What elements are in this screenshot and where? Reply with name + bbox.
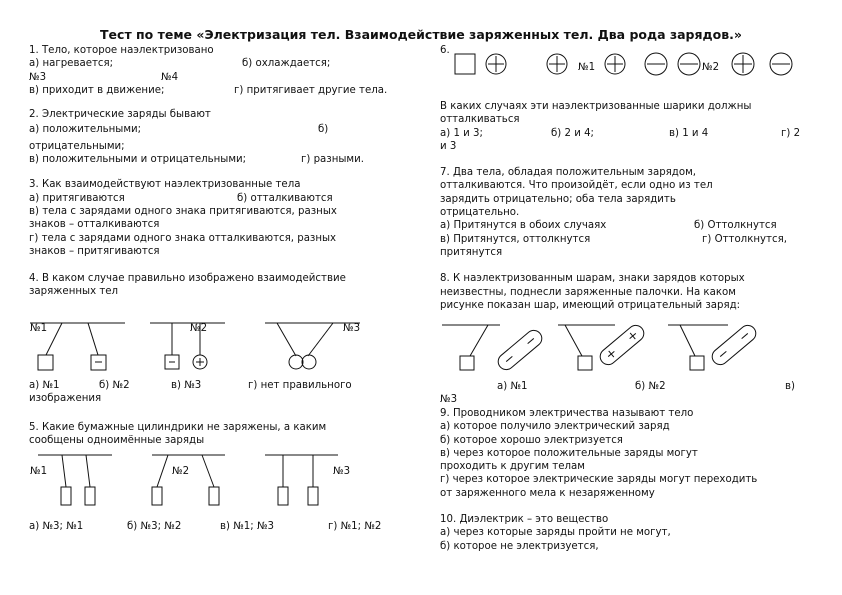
q3-option-a: а) притягиваются — [29, 192, 125, 204]
q4-label-1: №1 — [30, 323, 48, 334]
minus-sign — [506, 356, 512, 361]
q6-option-d: г) 2 — [781, 127, 801, 139]
q8-thread — [680, 325, 695, 356]
q6-option-a: а) 1 и 3; — [440, 127, 483, 139]
q4-option-b: б) №2 — [99, 380, 130, 391]
q1-number-4: №4 — [161, 71, 179, 83]
q8-option-c-cont: №3 — [440, 394, 458, 406]
q1-option-d: г) притягивает другие тела. — [234, 84, 388, 96]
q5-option-b: б) №3; №2 — [127, 521, 182, 532]
q7-option-d-cont: притянутся — [440, 246, 503, 258]
q1-question: 1. Тело, которое наэлектризовано — [29, 45, 214, 56]
q6-label-1: №1 — [578, 62, 596, 73]
q3-question: 3. Как взаимодействуют наэлектризованные тела — [29, 179, 301, 191]
q3-option-c-cont: знаков – отталкиваются — [29, 219, 160, 231]
minus-sign — [720, 351, 726, 356]
q8-option-b: б) №2 — [635, 381, 666, 392]
q9-option-c: в) через которое положительные заряды могут — [440, 447, 698, 459]
q5-label-3: №3 — [333, 466, 351, 477]
q7-option-d: г) Оттолкнутся, — [702, 233, 787, 245]
q4-label-3: №3 — [343, 323, 361, 334]
q3-option-b: б) отталкиваются — [237, 192, 333, 204]
q8-options-row — [440, 380, 815, 407]
q4-question-cont: заряженных тел — [29, 286, 119, 298]
q1-number-3: №3 — [29, 71, 47, 83]
q10-option-a: а) через которые заряды пройти не могут, — [440, 527, 671, 539]
q9-option-c-cont: проходить к другим телам — [440, 461, 585, 473]
q3-option-d-cont: знаков – притягиваются — [29, 245, 160, 257]
q4-option-a: а) №1 — [29, 380, 60, 391]
q7-question-line-4: отрицательно. — [440, 207, 520, 219]
q2-option-d: г) разными. — [301, 154, 364, 166]
q2-option-b: б) — [318, 124, 329, 136]
q8-thread — [565, 325, 582, 356]
q8-question-line-2: неизвестны, поднесли заряженные палочки. На каком — [440, 286, 736, 298]
q9-option-a: а) которое получило электрический заряд — [440, 421, 670, 433]
q7-question-line-2: отталкиваются. Что произойдёт, если одно из тел — [440, 180, 713, 192]
q5-question-cont: сообщены одноимённые заряды — [29, 435, 205, 447]
q2-option-b-cont: отрицательными; — [29, 140, 125, 152]
q2-option-a: а) положительными; — [29, 124, 142, 136]
q8-question: 8. К наэлектризованным шарам, знаки зарядов которых — [440, 273, 745, 285]
q7-option-c: в) Притянутся, оттолкнутся — [440, 233, 591, 245]
q8-rod — [709, 322, 759, 368]
q8-body — [690, 356, 704, 370]
q6-question-cont: отталкиваться — [440, 114, 520, 126]
q8-rod — [495, 327, 545, 373]
q5-option-d: г) №1; №2 — [328, 521, 382, 532]
q5-option-c: в) №1; №3 — [220, 521, 275, 532]
q8-rod — [597, 322, 647, 368]
q8-body — [578, 356, 592, 370]
q9-q10-block — [440, 407, 820, 553]
q6-option-d-cont: и 3 — [440, 140, 457, 152]
q9-option-b: б) которое хорошо электризуется — [440, 434, 623, 446]
q10-question: 10. Диэлектрик – это вещество — [440, 514, 609, 526]
q4-option-c: в) №3 — [171, 380, 202, 391]
q2-question: 2. Электрические заряды бывают — [29, 109, 211, 121]
q1-option-a: а) нагревается; — [29, 58, 114, 70]
page-title: Тест по теме «Электризация тел. Взаимодействие заряженных тел. Два рода зарядов.» — [100, 27, 742, 42]
q8-option-c: в) — [785, 381, 795, 392]
q4-label-2: №2 — [190, 323, 208, 334]
q5-label-1: №1 — [30, 466, 48, 477]
q6-option-c: в) 1 и 4 — [669, 127, 709, 139]
q1-option-c: в) приходит в движение; — [29, 84, 165, 96]
q6-option-b: б) 2 и 4; — [551, 127, 594, 139]
q9-question: 9. Проводником электричества называют тело — [440, 408, 694, 419]
q5-option-a: а) №3; №1 — [29, 521, 84, 532]
q4-option-d: г) нет правильного — [248, 380, 352, 391]
q6-question: В каких случаях эти наэлектризованные шарики должны — [440, 101, 752, 112]
q4-option-d-cont: изображения — [29, 393, 102, 405]
q5-label-2: №2 — [172, 466, 190, 477]
q7-question: 7. Два тела, обладая положительным зарядом, — [440, 167, 696, 179]
q2-option-c: в) положительными и отрицательными; — [29, 154, 247, 166]
q6-label-2: №2 — [702, 62, 720, 73]
q7-option-b: б) Оттолкнутся — [694, 220, 777, 232]
minus-sign — [528, 338, 534, 343]
q7-option-a: а) Притянутся в обоих случаях — [440, 220, 607, 232]
q7-question-line-3: зарядить отрицательно; оба тела зарядить — [440, 193, 676, 205]
q9-option-d: г) через которое электрические заряды могут переходить — [440, 474, 758, 486]
q4-question: 4. В каком случае правильно изображено взаимодействие — [29, 273, 346, 285]
q6-number: 6. — [440, 45, 450, 56]
q10-option-b: б) которое не электризуется, — [440, 540, 599, 552]
q8-question-line-3: рисунке показан шар, имеющий отрицательный заряд: — [440, 299, 741, 311]
q9-option-d-cont: от заряженного мела к незаряженному — [440, 487, 655, 499]
q8-body — [460, 356, 474, 370]
q8-thread — [470, 325, 488, 356]
q3-option-c: в) тела с зарядами одного знака притягиваются, разных — [29, 205, 337, 217]
minus-sign — [742, 333, 748, 338]
q8-option-a: а) №1 — [497, 381, 528, 392]
q3-option-d: г) тела с зарядами одного знака отталкиваются, разных — [29, 232, 337, 244]
q5-question: 5. Какие бумажные цилиндрики не заряжены, а каким — [29, 422, 327, 433]
q1-option-b: б) охлаждается; — [242, 58, 331, 70]
